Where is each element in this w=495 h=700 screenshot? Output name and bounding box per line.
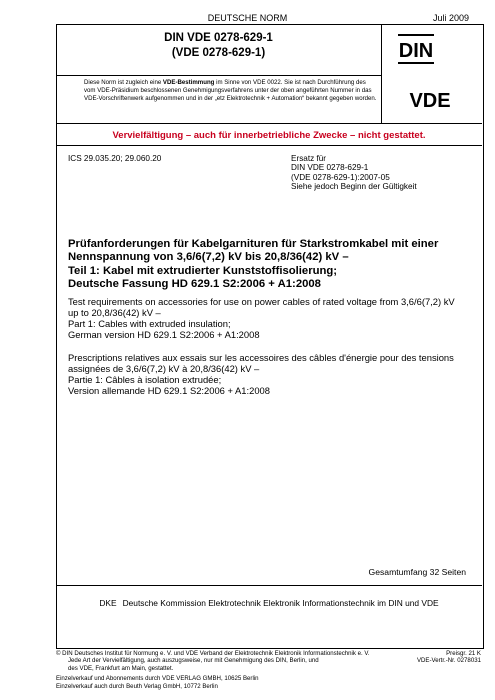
german-title: Prüfanforderungen für Kabelgarnituren für Starkstromkabel mit einer Nennspannung von 3,6/6(7,2) kV bis 20,8/36(42) kV – Teil 1: Kabel mit extrudierter Kunststoffisolierung; Deutsche Fassung HD 629.1 S2:2006 + A1:2008 [68,238,439,290]
french-title: Prescriptions relatives aux essais sur les accessoires des câbles d'énergie pour des tensions assignées de 3,6/6(7,2) kV à 20,8/36(42) kV – Partie 1: Câbles à isolation extrudée; Version allemande HD 629.1 S2:2006 + A1:2008 [68,352,454,396]
vde-notice-text: Diese Norm ist zugleich eine VDE-Bestimmung im Sinne von VDE 0022. Sie ist nach Durchführung des vom VDE-Präsidium beschlossenen Genehmigungsverfahrens unter der oben angeführten Nummer in das VDE-Vorschriftenwerk aufgenommen und in der „etz Elektrotechnik + Automation“ bekannt gegeben worden. [84,79,377,103]
standard-title-box [56,24,382,76]
replacement-info: Ersatz für DIN VDE 0278-629-1 (VDE 0278-629-1):2007-05 Siehe jedoch Beginn der Gültigkeit [291,154,417,191]
reproduction-notice: Vervielfältigung – auch für innerbetriebliche Zwecke – nicht gestattet. [112,130,426,141]
divider [56,585,482,586]
vde-logo-text: VDE [409,90,451,112]
vde-number: (VDE 0278-629-1) [171,47,266,59]
copyright-notice: © DIN Deutsches Institut für Normung e. V. und VDE Verband der Elektrotechnik Elektronik Informationstechnik e. V. Jede Art der Vervielfältigung, auch auszugsweise, nur mit Genehmigung des DIN, Berlin, und des VDE, Frankfurt am Main, gestattet. [56,650,370,672]
distribution-info: Einzelverkauf und Abonnements durch VDE VERLAG GMBH, 10625 Berlin Einzelverkauf auch durch Beuth Verlag GmbH, 10772 Berlin [56,675,259,690]
vde-notice-box [56,76,382,124]
divider [382,123,482,124]
total-pages: Gesamtumfang 32 Seiten [368,567,466,577]
standard-number: DIN VDE 0278-629-1 [164,32,273,44]
price-info: Preisgr. 21 K VDE-Vertr.-Nr. 0278031 [416,650,481,665]
din-logo-text: DIN [398,40,434,62]
publication-date: Juli 2009 [432,13,469,23]
document-type-label: DEUTSCHE NORM [207,13,288,23]
ics-codes: ICS 29.035.20; 29.060.20 [68,154,162,163]
din-logo-icon [398,33,434,65]
divider [56,145,482,146]
vde-logo-icon [400,88,460,112]
english-title: Test requirements on accessories for use on power cables of rated voltage from 3,6/6(7,2) kV up to 20,8/36(42) kV – Part 1: Cables with extruded insulation; German version HD 629.1 S2:2006 + A1:2008 [68,296,455,340]
dke-line: DKE Deutsche Kommission Elektrotechnik Elektronik Informationstechnik im DIN und VDE [99,598,439,608]
